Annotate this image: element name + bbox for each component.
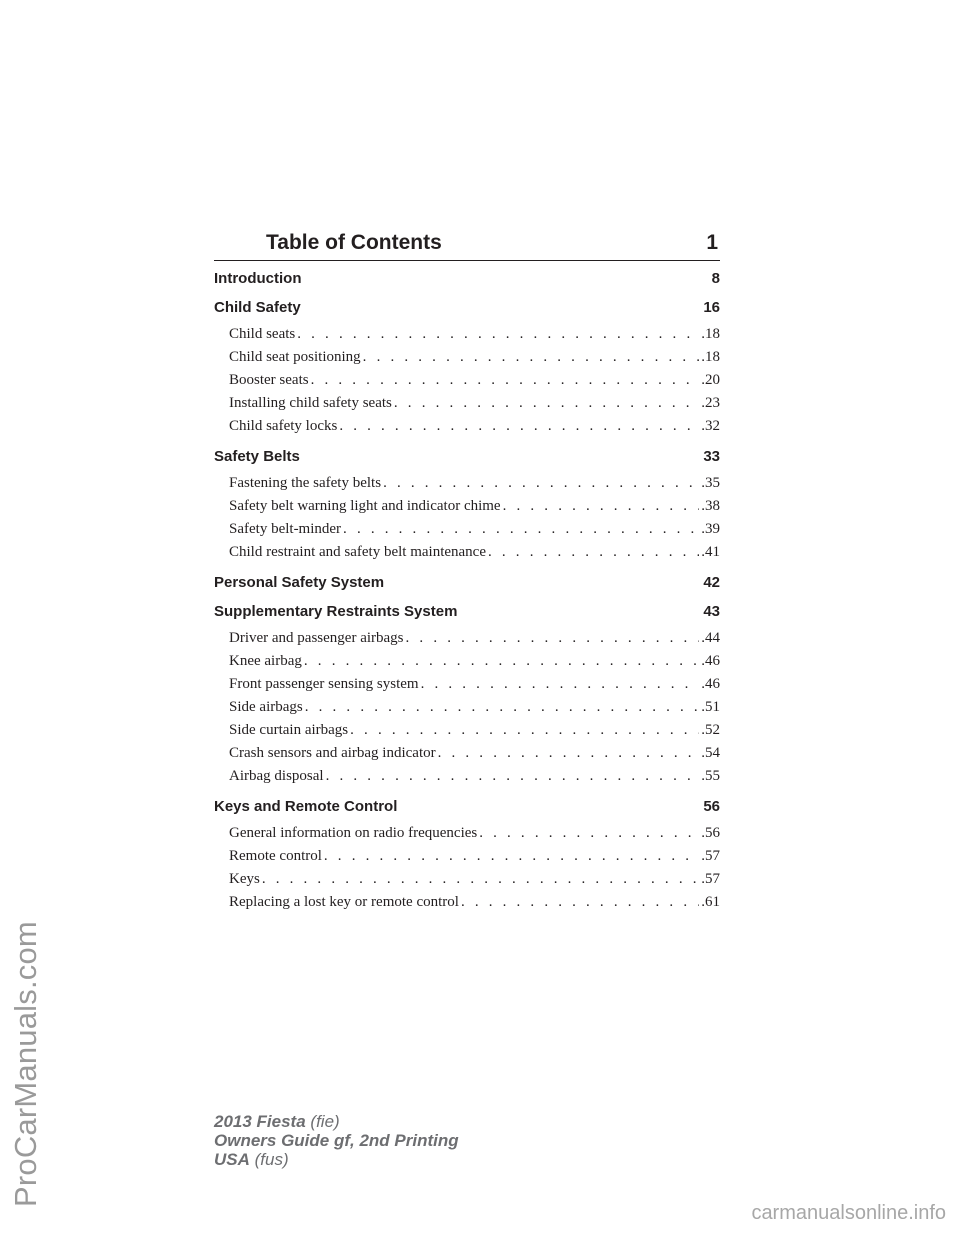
entry-label: Airbag disposal xyxy=(229,768,324,784)
toc-entry[interactable] xyxy=(214,722,720,745)
dot-leader xyxy=(479,825,699,842)
dot-leader xyxy=(339,418,699,435)
footer xyxy=(214,1112,459,1169)
entry-page-number: .39 xyxy=(701,521,720,537)
toc-entry[interactable] xyxy=(214,848,720,871)
toc-entry[interactable] xyxy=(214,745,720,768)
page-number: 1 xyxy=(706,231,718,254)
entry-page-number: .51 xyxy=(701,699,720,715)
toc-entry[interactable] xyxy=(214,630,720,653)
toc-section xyxy=(214,268,720,292)
dot-leader xyxy=(406,630,700,647)
toc-entry[interactable] xyxy=(214,349,720,372)
entry-label: Child seat positioning xyxy=(229,349,361,365)
dot-leader xyxy=(438,745,700,762)
dot-leader xyxy=(324,848,699,865)
dot-leader xyxy=(350,722,699,739)
section-page-number: 43 xyxy=(703,603,720,620)
entry-page-number: .23 xyxy=(701,395,720,411)
toc-section xyxy=(214,601,720,791)
dot-leader xyxy=(383,475,699,492)
entry-label: Crash sensors and airbag indicator xyxy=(229,745,436,761)
dot-leader xyxy=(503,498,700,515)
entry-page-number: .18 xyxy=(701,349,720,365)
table-of-contents xyxy=(214,268,720,922)
site-watermark[interactable]: carmanualsonline.info xyxy=(751,1202,946,1224)
footer-model-code: (fie) xyxy=(310,1112,340,1131)
page-title: Table of Contents xyxy=(266,231,442,254)
entry-page-number: .32 xyxy=(701,418,720,434)
dot-leader xyxy=(311,372,700,389)
toc-entry[interactable] xyxy=(214,894,720,917)
dot-leader xyxy=(326,768,700,785)
entry-label: Side curtain airbags xyxy=(229,722,349,738)
toc-section-heading[interactable] xyxy=(214,446,720,470)
dot-leader xyxy=(394,395,699,412)
section-page-number: 56 xyxy=(703,798,720,815)
dot-leader xyxy=(488,544,699,561)
toc-entry[interactable] xyxy=(214,653,720,676)
entry-page-number: .61 xyxy=(701,894,720,910)
section-title: Keys and Remote Control xyxy=(214,798,398,815)
entry-label: Remote control xyxy=(229,848,322,864)
entry-page-number: .57 xyxy=(701,848,720,864)
entry-label: General information on radio frequencies xyxy=(229,825,478,841)
entry-label: Safety belt warning light and indicator chime xyxy=(229,498,501,514)
toc-entry[interactable] xyxy=(214,498,720,521)
entry-label: Knee airbag xyxy=(229,653,302,669)
toc-entry[interactable] xyxy=(214,825,720,848)
entry-label: Child seats xyxy=(229,326,296,342)
entry-page-number: .38 xyxy=(701,498,720,514)
entry-label: Replacing a lost key or remote control xyxy=(229,894,459,910)
toc-section-heading[interactable] xyxy=(214,572,720,596)
dot-leader xyxy=(461,894,699,911)
section-page-number: 8 xyxy=(711,270,720,287)
entry-label: Safety belt-minder xyxy=(229,521,342,537)
entry-label: Installing child safety seats xyxy=(229,395,392,411)
footer-market: USA xyxy=(214,1150,250,1169)
toc-entry[interactable] xyxy=(214,372,720,395)
watermark-text: ProCarManuals.com xyxy=(8,921,43,1207)
toc-entry[interactable] xyxy=(214,544,720,567)
entry-page-number: .57 xyxy=(701,871,720,887)
footer-printing: Owners Guide gf, 2nd Printing xyxy=(214,1131,459,1150)
toc-section-heading[interactable] xyxy=(214,601,720,625)
section-page-number: 16 xyxy=(703,299,720,316)
entry-page-number: .55 xyxy=(701,768,720,784)
entry-label: Keys xyxy=(229,871,260,887)
page-header xyxy=(214,228,720,261)
toc-entry[interactable] xyxy=(214,699,720,722)
toc-section xyxy=(214,446,720,567)
section-title: Safety Belts xyxy=(214,448,300,465)
toc-section-heading[interactable] xyxy=(214,796,720,820)
section-page-number: 33 xyxy=(703,448,720,465)
entry-label: Side airbags xyxy=(229,699,303,715)
dot-leader xyxy=(421,676,700,693)
toc-entry[interactable] xyxy=(214,521,720,544)
toc-entry[interactable] xyxy=(214,871,720,894)
dot-leader xyxy=(343,521,699,538)
entry-page-number: .18 xyxy=(701,326,720,342)
entry-label: Child safety locks xyxy=(229,418,338,434)
toc-section xyxy=(214,297,720,441)
entry-page-number: .46 xyxy=(701,653,720,669)
dot-leader xyxy=(262,871,699,888)
entry-page-number: .41 xyxy=(701,544,720,560)
entry-label: Child restraint and safety belt maintenance xyxy=(229,544,486,560)
entry-page-number: .46 xyxy=(701,676,720,692)
entry-page-number: .56 xyxy=(701,825,720,841)
footer-market-code: (fus) xyxy=(254,1150,289,1169)
dot-leader xyxy=(304,653,699,670)
footer-model: 2013 Fiesta xyxy=(214,1112,306,1131)
toc-entry[interactable] xyxy=(214,676,720,699)
toc-entry[interactable] xyxy=(214,326,720,349)
toc-section-heading[interactable] xyxy=(214,268,720,292)
toc-entry[interactable] xyxy=(214,395,720,418)
entry-page-number: .52 xyxy=(701,722,720,738)
entry-label: Booster seats xyxy=(229,372,309,388)
toc-entry[interactable] xyxy=(214,475,720,498)
toc-section-heading[interactable] xyxy=(214,297,720,321)
dot-leader xyxy=(305,699,700,716)
entry-label: Fastening the safety belts xyxy=(229,475,382,491)
section-title: Personal Safety System xyxy=(214,574,385,591)
toc-section xyxy=(214,572,720,596)
toc-entry[interactable] xyxy=(214,768,720,791)
toc-entry[interactable] xyxy=(214,418,720,441)
section-title: Introduction xyxy=(214,270,302,287)
section-page-number: 42 xyxy=(703,574,720,591)
section-title: Supplementary Restraints System xyxy=(214,603,458,620)
section-title: Child Safety xyxy=(214,299,301,316)
entry-page-number: .35 xyxy=(701,475,720,491)
dot-leader xyxy=(297,326,699,343)
toc-section xyxy=(214,796,720,917)
dot-leader xyxy=(363,349,700,366)
entry-page-number: .44 xyxy=(701,630,720,646)
entry-label: Driver and passenger airbags xyxy=(229,630,404,646)
entry-page-number: .54 xyxy=(701,745,720,761)
entry-label: Front passenger sensing system xyxy=(229,676,419,692)
entry-page-number: .20 xyxy=(701,372,720,388)
